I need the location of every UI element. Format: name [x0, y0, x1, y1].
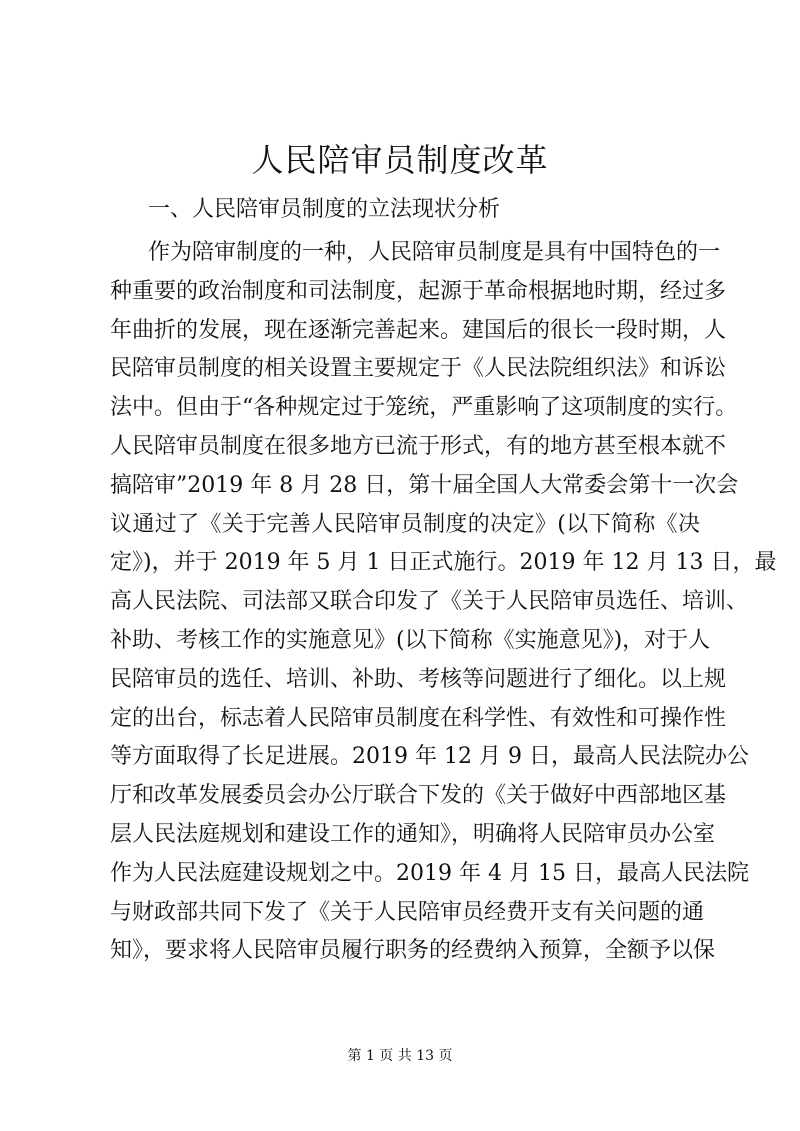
body-line: 层人民法庭规划和建设工作的通知》，明确将人民陪审员办公室	[110, 821, 716, 847]
section-heading: 一、人民陪审员制度的立法现状分析	[148, 197, 501, 222]
body-line: 民陪审员制度的相关设置主要规定于《人民法院组织法》和诉讼	[110, 356, 727, 382]
body-line: 民陪审员的选任、培训、补助、考核等问题进行了细化。以上规	[110, 666, 727, 692]
body-line: 议通过了《关于完善人民陪审员制度的决定》(以下简称《决	[110, 511, 700, 537]
body-line: 与财政部共同下发了《关于人民陪审员经费开支有关问题的通	[110, 899, 705, 925]
body-line: 知》，要求将人民陪审员履行职务的经费纳入预算，全额予以保	[110, 938, 716, 964]
page-footer: 第 1 页 共 13 页	[347, 1048, 453, 1064]
body-line: 作为陪审制度的一种，人民陪审员制度是具有中国特色的一	[148, 240, 721, 265]
body-line: 厅和改革发展委员会办公厅联合下发的《关于做好中西部地区基	[110, 783, 727, 809]
body-line: 等方面取得了长足进展。2019 年 12 月 9 日，最高人民法院办公	[110, 744, 749, 770]
body-line: 作为人民法庭建设规划之中。2019 年 4 月 15 日，最高人民法院	[110, 860, 749, 886]
body-line: 年曲折的发展，现在逐渐完善起来。建国后的很长一段时期，人	[110, 317, 727, 343]
body-line: 法中。但由于“各种规定过于笼统，严重影响了这项制度的实行。	[110, 395, 738, 421]
body-line: 补助、考核工作的实施意见》(以下简称《实施意见》)，对于人	[110, 627, 711, 653]
body-line: 人民陪审员制度在很多地方已流于形式，有的地方甚至根本就不	[110, 433, 727, 459]
body-line: 高人民法院、司法部又联合印发了《关于人民陪审员选任、培训、	[110, 589, 749, 615]
body-line: 定》)，并于 2019 年 5 月 1 日正式施行。2019 年 12 月 13 日，最	[110, 550, 777, 576]
body-line: 搞陪审”2019 年 8 月 28 日，第十届全国人大常委会第十一次会	[110, 472, 739, 498]
body-text	[110, 234, 777, 971]
document-title: 人民陪审员制度改革	[251, 141, 549, 179]
body-line: 定的出台，标志着人民陪审员制度在科学性、有效性和可操作性	[110, 705, 727, 731]
body-line: 种重要的政治制度和司法制度，起源于革命根据地时期，经过多	[110, 278, 727, 304]
